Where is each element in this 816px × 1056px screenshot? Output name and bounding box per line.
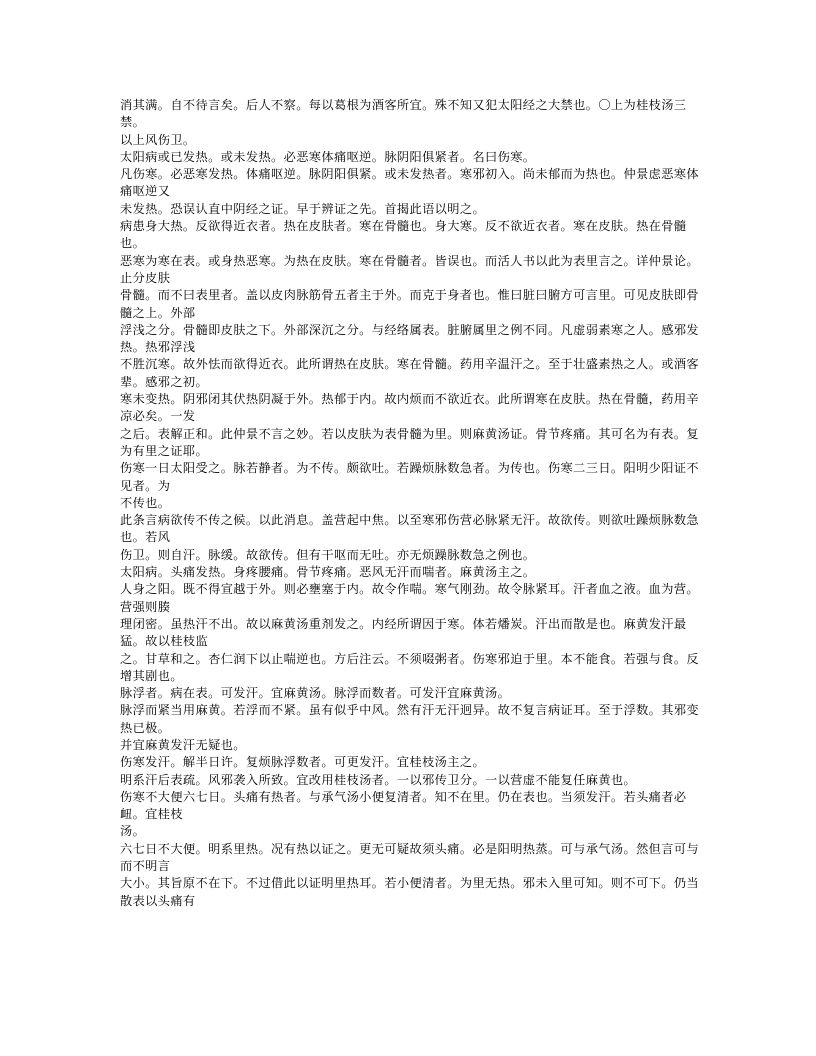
- paragraph: 未发热。恐误认直中阴经之证。早于辨证之先。首揭此语以明之。: [120, 201, 486, 216]
- paragraph: 浮浅之分。骨髓即皮肤之下。外部深沉之分。与经络属表。脏腑属里之例不同。凡虚弱素寒之人。感邪发热。热邪浮浅: [120, 322, 700, 355]
- paragraph: 以上风伤卫。: [120, 132, 196, 147]
- paragraph: 明系汗后表疏。风邪袭入所致。宜改用桂枝汤者。一以邪传卫分。一以营虚不能复任麻黄也。: [120, 772, 637, 787]
- paragraph: 脉浮而紧当用麻黄。若浮而不紧。虽有似乎中风。然有汗无汗迥异。故不复言病证耳。至于浮数。其邪变热已极。: [120, 703, 700, 735]
- paragraph: 大小。其旨原不在下。不过借此以证明里热耳。若小便清者。为里无热。邪未入里可知。则不可下。仍当散表以头痛有: [120, 876, 700, 908]
- paragraph: 之。甘草和之。杏仁润下以止喘逆也。方后注云。不须啜粥者。伤寒邪迫于里。本不能食。若强与食。反增其剧也。: [120, 651, 700, 683]
- paragraph: 并宜麻黄发汗无疑也。: [120, 737, 246, 752]
- paragraph: 恶寒为寒在表。或身热恶寒。为热在皮肤。寒在骨髓者。皆误也。而活人书以此为表里言之。详仲景论。止分皮肤: [120, 253, 700, 285]
- paragraph: 太阳病或已发热。或未发热。必恶寒体痛呕逆。脉阴阳俱紧者。名曰伤寒。: [120, 149, 536, 164]
- paragraph: 此条言病欲传不传之候。以此消息。盖营起中焦。以至寒邪伤营必脉紧无汗。故欲传。则欲吐躁烦脉数急也。若风: [120, 513, 700, 545]
- paragraph: 理闭密。虽热汗不出。故以麻黄汤重剂发之。内经所谓因于寒。体若燔炭。汗出而散是也。麻黄发汗最猛。故以桂枝监: [120, 616, 687, 649]
- paragraph: 脉浮者。病在表。可发汗。宜麻黄汤。脉浮而数者。可发汗宜麻黄汤。: [120, 686, 511, 701]
- paragraph: 不传也。: [120, 495, 171, 510]
- paragraph: 不胜沉寒。故外怯而欲得近衣。此所谓热在皮肤。寒在骨髓。药用辛温汗之。至于壮盛素热之人。或酒客辈。感邪之初。: [120, 357, 700, 389]
- paragraph: 人身之阳。既不得宣越于外。则必壅塞于内。故令作喘。寒气刚劲。故令脉紧耳。汗者血之液。血为营。营强则腠: [120, 582, 700, 614]
- paragraph: 之后。表解正和。此仲景不言之妙。若以皮肤为表骨髓为里。则麻黄汤证。骨节疼痛。其可名为有表。复为有里之证耶。: [120, 426, 700, 458]
- paragraph: 寒未变热。阴邪闭其伏热阴凝于外。热郁于内。故内烦而不欲近衣。此所谓寒在皮肤。热在骨髓，药用辛凉必矣。一发: [120, 392, 700, 424]
- paragraph: 伤寒不大便六七日。头痛有热者。与承气汤小便复清者。知不在里。仍在表也。当须发汗。若头痛者必衄。宜桂枝: [120, 789, 687, 822]
- document-page: [120, 97, 700, 910]
- paragraph: 伤寒发汗。解半日许。复烦脉浮数者。可更发汗。宜桂枝汤主之。: [120, 755, 486, 770]
- paragraph: 六七日不大便。明系里热。况有热以证之。更无可疑故须头痛。必是阳明热蒸。可与承气汤。然但言可与而不明言: [120, 841, 700, 874]
- paragraph: 病患身大热。反欲得近衣者。热在皮肤者。寒在骨髓也。身大寒。反不欲近衣者。寒在皮肤。热在骨髓也。: [120, 219, 687, 251]
- paragraph: 太阳病。头痛发热。身疼腰痛。骨节疼痛。恶风无汗而喘者。麻黄汤主之。: [120, 565, 536, 580]
- paragraph: 伤寒一日太阳受之。脉若静者。为不传。颇欲吐。若躁烦脉数急者。为传也。伤寒二三日。阳明少阳证不见者。为: [120, 461, 700, 493]
- paragraph: 伤卫。则自汗。脉缓。故欲传。但有干呕而无吐。亦无烦躁脉数急之例也。: [120, 547, 536, 562]
- paragraph: 消其满。自不待言矣。后人不察。每以葛根为酒客所宜。殊不知又犯太阳经之大禁也。〇上为桂枝汤三禁。: [120, 98, 687, 130]
- paragraph: 汤。: [120, 824, 146, 839]
- paragraph: 骨髓。而不曰表里者。盖以皮肉脉筋骨五者主于外。而克于身者也。惟曰脏曰腑方可言里。可见皮肤即骨髓之上。外部: [120, 288, 700, 320]
- paragraph: 凡伤寒。必恶寒发热。体痛呕逆。脉阴阳俱紧。或未发热者。寒邪初入。尚未郁而为热也。仲景虑恶寒体痛呕逆又: [120, 167, 700, 199]
